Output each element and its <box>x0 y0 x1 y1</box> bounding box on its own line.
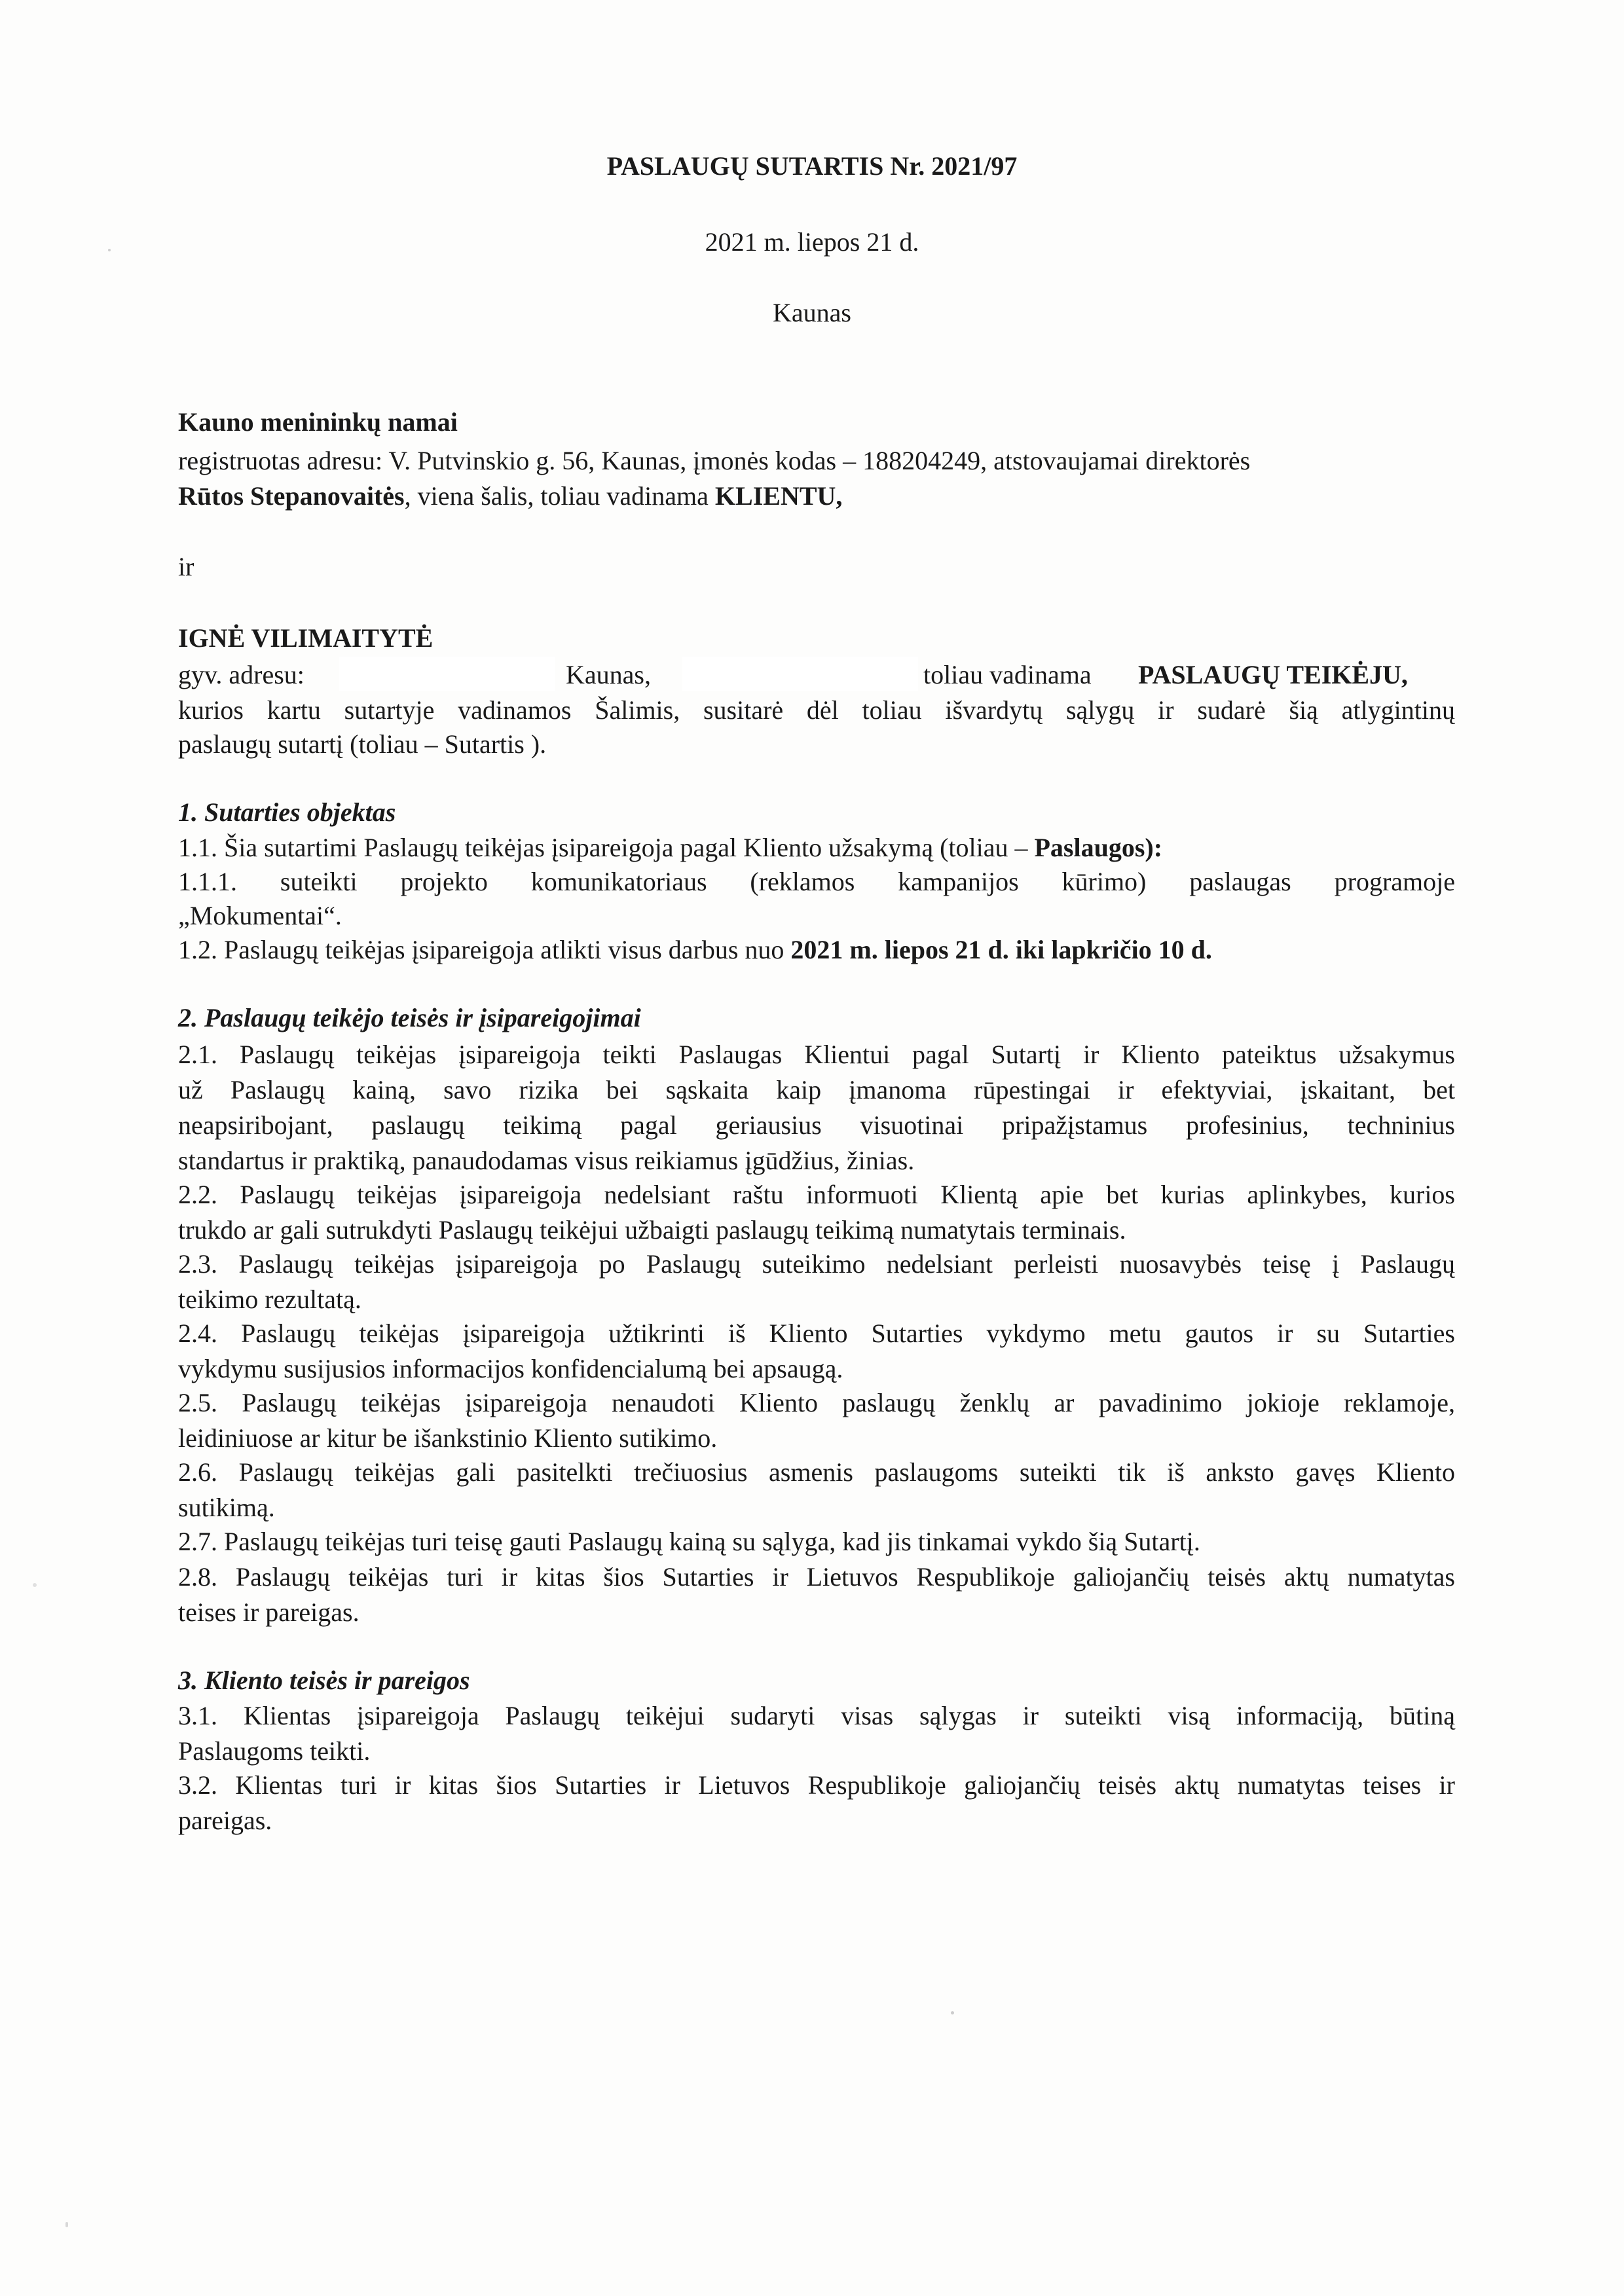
redaction-box <box>682 657 918 691</box>
section-2-line: 2.2. Paslaugų teikėjas įsipareigoja nedelsiant raštu informuoti Klientą apie bet kurias aplinkybes, kurios <box>178 1180 1455 1209</box>
clause-1-1-text: 1.1. Šia sutartimi Paslaugų teikėjas įsipareigoja pagal Kliento užsakymą (toliau – <box>178 833 1035 862</box>
section-2-line: 2.5. Paslaugų teikėjas įsipareigoja nenaudoti Kliento paslaugų ženklų ar pavadinimo jokioje reklamoje, <box>178 1388 1455 1417</box>
clause-1-2 <box>178 934 1212 966</box>
clause-1-2-bold: 2021 m. liepos 21 d. iki lapkričio 10 d. <box>790 935 1212 964</box>
section-3-line: Paslaugoms teikti. <box>178 1736 371 1766</box>
clause-1-1 <box>178 832 1162 864</box>
section-2-line: standartus ir praktiką, panaudodamas visus reikiamus įgūdžius, žinias. <box>178 1146 915 1175</box>
section-2-line: leidiniuose ar kitur be išankstinio Kliento sutikimo. <box>178 1423 718 1453</box>
section-2-line: 2.7. Paslaugų teikėjas turi teisę gauti Paslaugų kainą su sąlyga, kad jis tinkamai vykdo šią Sutartį. <box>178 1527 1200 1556</box>
section-3-line: 3.2. Klientas turi ir kitas šios Sutarties ir Lietuvos Respublikoje galiojančių teisės aktų numatytas teises ir <box>178 1770 1455 1800</box>
contract-title: PASLAUGŲ SUTARTIS Nr. 2021/97 <box>606 151 1018 181</box>
contract-date: 2021 m. liepos 21 d. <box>705 227 919 257</box>
client-representative-name: Rūtos Stepanovaitės <box>178 481 405 511</box>
section-2-line: teikimo rezultatą. <box>178 1285 361 1314</box>
section-2-line: 2.8. Paslaugų teikėjas turi ir kitas šios Sutarties ir Lietuvos Respublikoje galiojančių teisės aktų numatytas <box>178 1562 1455 1592</box>
section-2-line: 2.1. Paslaugų teikėjas įsipareigoja teikti Paslaugas Klientui pagal Sutartį ir Kliento pateiktus užsakymus <box>178 1040 1455 1069</box>
provider-address-label: gyv. adresu: <box>178 660 304 689</box>
connector-text: ir <box>178 552 194 581</box>
scan-speck <box>65 2222 68 2227</box>
client-role: KLIENTU, <box>714 481 843 511</box>
provider-role: PASLAUGŲ TEIKĖJU, <box>1138 660 1408 689</box>
clause-1-1-bold: Paslaugos): <box>1034 833 1163 862</box>
section-2-line: 2.6. Paslaugų teikėjas gali pasitelkti trečiuosius asmenis paslaugoms suteikti tik iš anksto gavęs Kliento <box>178 1457 1455 1487</box>
provider-name: IGNĖ VILIMAITYTĖ <box>178 623 434 653</box>
section-1-heading: 1. Sutarties objektas <box>178 797 396 827</box>
client-representative-line <box>178 481 842 512</box>
client-party-text: , viena šalis, toliau vadinama <box>404 481 715 511</box>
scan-speck <box>108 249 111 251</box>
section-2-heading: 2. Paslaugų teikėjo teisės ir įsipareigojimai <box>178 1003 641 1032</box>
section-2-line: teises ir pareigas. <box>178 1597 360 1627</box>
section-2-line: už Paslaugų kainą, savo rizika bei sąskaita kaip įmanoma rūpestingai ir efektyviai, įskaitant, bet <box>178 1075 1455 1104</box>
section-2-line: 2.4. Paslaugų teikėjas įsipareigoja užtikrinti iš Kliento Sutarties vykdymo metu gautos ir su Sutarties <box>178 1319 1455 1348</box>
section-2-line: sutikimą. <box>178 1493 275 1522</box>
client-address-line: registruotas adresu: V. Putvinskio g. 56, Kaunas, įmonės kodas – 188204249, atstovaujamai direktorės <box>178 446 1251 475</box>
client-name: Kauno menininkų namai <box>178 407 458 437</box>
provider-agreement-line: kurios kartu sutartyje vadinamos Šalimis, susitarė dėl toliau išvardytų sąlygų ir sudarė šią atlygintinų <box>178 695 1455 725</box>
section-2-line: neapsiribojant, paslaugų teikimą pagal geriausius visuotinai pripažįstamus profesinius, techninius <box>178 1110 1455 1140</box>
section-3-line: 3.1. Klientas įsipareigoja Paslaugų teikėjui sudaryti visas sąlygas ir suteikti visą informaciją, būtiną <box>178 1701 1455 1730</box>
clause-1-2-text: 1.2. Paslaugų teikėjas įsipareigoja atlikti visus darbus nuo <box>178 935 791 964</box>
scan-speck <box>951 2011 954 2014</box>
contract-city: Kaunas <box>773 298 851 327</box>
section-2-line: trukdo ar gali sutrukdyti Paslaugų teikėjui užbaigti paslaugų teikimą numatytais terminais. <box>178 1215 1126 1245</box>
scan-speck <box>33 1583 37 1587</box>
section-2-line: 2.3. Paslaugų teikėjas įsipareigoja po Paslaugų suteikimo nedelsiant perleisti nuosavybės teisę į Paslaugų <box>178 1249 1455 1279</box>
provider-called-text: toliau vadinama <box>923 660 1092 689</box>
clause-1-1-1: 1.1.1. suteikti projekto komunikatoriaus (reklamos kampanijos kūrimo) paslaugas programoje <box>178 867 1455 896</box>
redaction-box <box>339 657 555 691</box>
clause-1-1-1-end: „Mokumentai“. <box>178 901 342 930</box>
section-3-heading: 3. Kliento teisės ir pareigos <box>178 1666 470 1695</box>
provider-address-city: Kaunas, <box>566 660 651 689</box>
section-2-line: vykdymu susijusios informacijos konfidencialumą bei apsaugą. <box>178 1354 843 1383</box>
section-3-line: pareigas. <box>178 1806 272 1835</box>
provider-agreement-line-end: paslaugų sutartį (toliau – Sutartis ). <box>178 729 547 759</box>
